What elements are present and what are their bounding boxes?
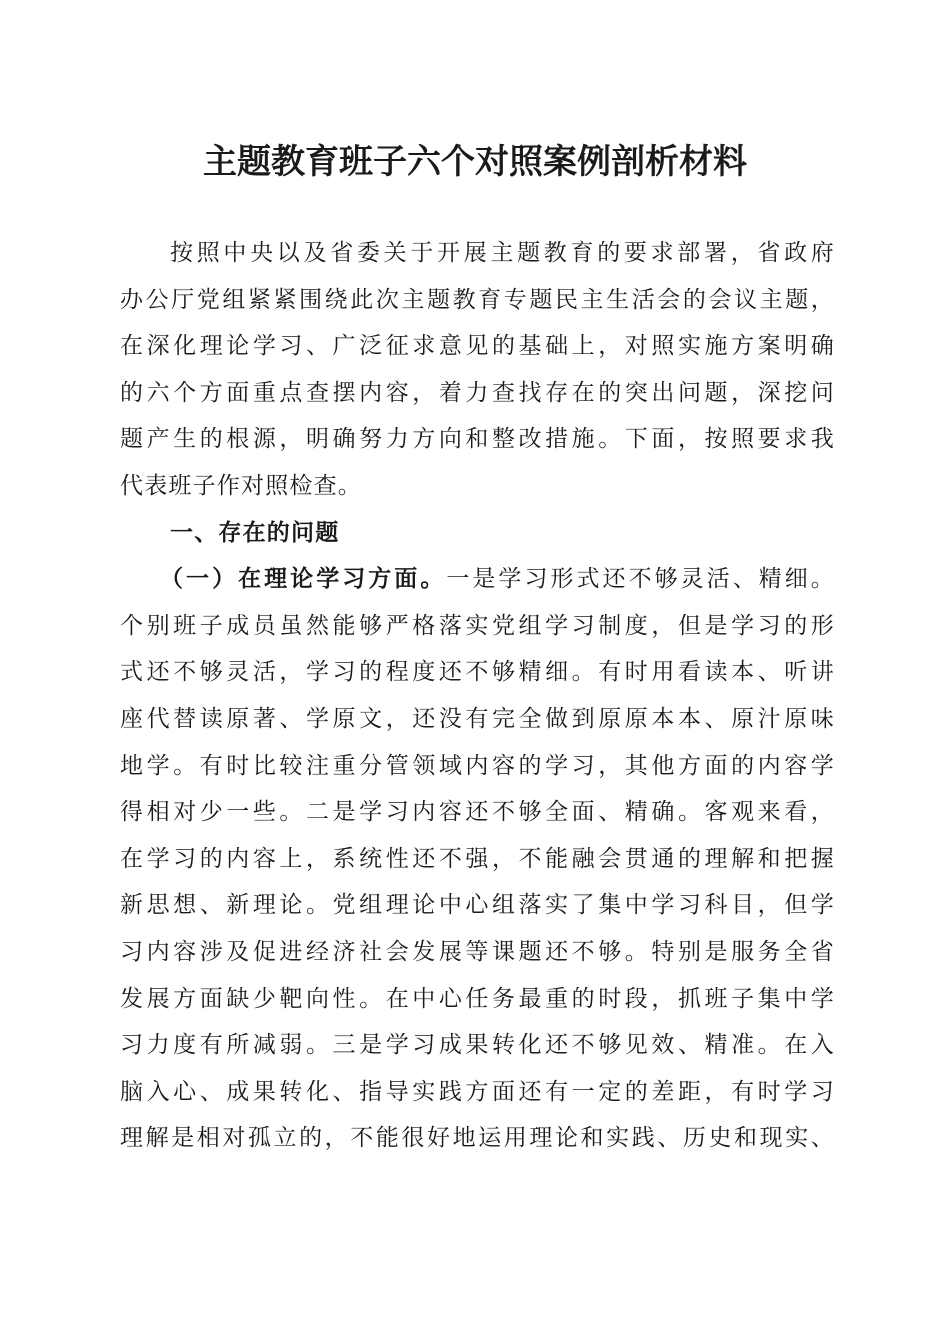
- body-line: 得相对少一些。二是学习内容还不够全面、精确。客观来看，: [120, 799, 835, 826]
- body-line: 发展方面缺少靶向性。在中心任务最重的时段，抓班子集中学: [120, 985, 835, 1012]
- body-line: 习力度有所减弱。三是学习成果转化还不够见效、精准。在入: [120, 1032, 835, 1059]
- body-line: 理解是相对孤立的，不能很好地运用理论和实践、历史和现实、: [120, 1125, 835, 1152]
- body-line: 习内容涉及促进经济社会发展等课题还不够。特别是服务全省: [120, 938, 835, 965]
- section-heading: 一、存在的问题: [170, 519, 340, 546]
- body-line: 式还不够灵活，学习的程度还不够精细。有时用看读本、听讲: [120, 659, 835, 686]
- document-title: 主题教育班子六个对照案例剖析材料: [203, 142, 747, 182]
- document-body: [120, 230, 835, 1162]
- body-line: 座代替读原著、学原文，还没有完全做到原原本本、原汁原味: [120, 705, 835, 732]
- intro-line: 代表班子作对照检查。: [120, 472, 362, 499]
- intro-line: 按照中央以及省委关于开展主题教育的要求部署，省政府: [170, 240, 835, 266]
- body-line: 个别班子成员虽然能够严格落实党组学习制度，但是学习的形: [120, 612, 835, 639]
- subsection-first-line-text: 一是学习形式还不够灵活、精细。: [446, 566, 836, 593]
- body-line: 地学。有时比较注重分管领域内容的学习，其他方面的内容学: [120, 752, 835, 779]
- intro-line: 办公厅党组紧紧围绕此次主题教育专题民主生活会的会议主题，: [120, 286, 835, 313]
- subsection-label: （一）在理论学习方面。: [160, 565, 447, 593]
- body-line: 在学习的内容上，系统性还不强，不能融会贯通的理解和把握: [120, 845, 835, 872]
- intro-line: 题产生的根源，明确努力方向和整改措施。下面，按照要求我: [120, 426, 835, 453]
- body-line: 脑入心、成果转化、指导实践方面还有一定的差距，有时学习: [120, 1078, 835, 1105]
- body-line: 新思想、新理论。党组理论中心组落实了集中学习科目，但学: [120, 892, 835, 919]
- intro-line: 在深化理论学习、广泛征求意见的基础上，对照实施方案明确: [120, 333, 835, 360]
- subsection-first-line: [120, 556, 835, 603]
- intro-line: 的六个方面重点查摆内容，着力查找存在的突出问题，深挖问: [120, 379, 835, 406]
